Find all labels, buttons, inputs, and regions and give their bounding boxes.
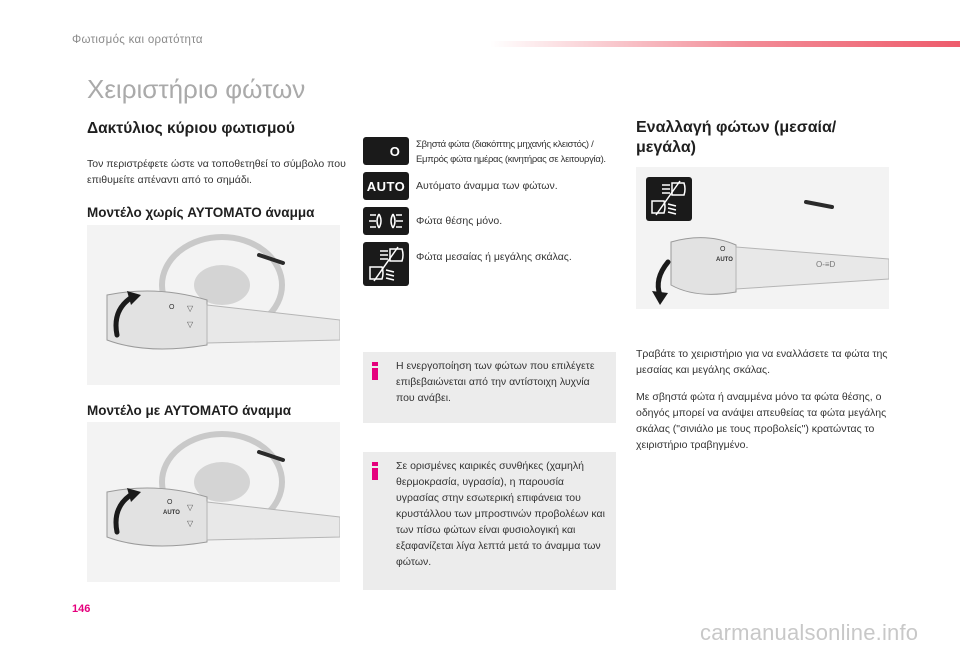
model-without-auto-heading: Μοντέλο χωρίς AYTOMATO άναμμα [87, 205, 315, 220]
info-icon [372, 462, 378, 480]
position-lights-icon [363, 207, 409, 235]
dipped-main-beam-icon [363, 242, 409, 286]
section-header: Φωτισμός και ορατότητα [72, 34, 203, 46]
auto-lights-icon: AUTO [363, 172, 409, 200]
page-title: Χειριστήριο φώτων [87, 74, 306, 104]
info-box-condensation-text: Σε ορισμένες καιρικές συνθήκες (χαμηλή θερμοκρασία, υγρασία), η παρουσία υγρασίας στην εσωτερική επιφάνεια του κρυστάλλου των μπροστινών προβολέων και των πίσω φώτων είναι φυσιολογική και εξαφανίζεται λίγα λεπτά μετά το άναμμα των φώτων. [396, 460, 605, 568]
model-with-auto-heading: Μοντέλο με AYTOMATO άναμμα [87, 403, 292, 418]
header-accent-bar [490, 41, 960, 47]
stalk-auto-label: AUTO [163, 510, 180, 516]
stalk-illustration-with-auto [87, 422, 340, 582]
stalk-off-label: O [169, 304, 175, 311]
lights-off-icon: O [363, 137, 409, 165]
svg-text:▽: ▽ [187, 304, 194, 313]
legend-position-text: Φώτα θέσης μόνο. [416, 215, 503, 227]
main-ring-paragraph: Τον περιστρέφετε ώστε να τοποθετηθεί το σύμβολο που επιθυμείτε απέναντι από το σημάδι. [87, 158, 346, 186]
beam-switch-paragraph-2: Με σβηστά φώτα ή αναμμένα μόνο τα φώτα θέσης, ο οδηγός μπορεί να ανάψει απευθείας τα φώτα μεγάλης σκάλας ("σινιάλο με τους προβολείς") κρατώντας το χειριστήριο τραβηγμένο. [636, 391, 887, 451]
beam-switch-illustration [636, 167, 889, 309]
info-icon [372, 362, 378, 380]
page-number: 146 [72, 603, 91, 615]
watermark: carmanualsonline.info [700, 620, 919, 645]
beam-switch-heading: Εναλλαγή φώτων (μεσαία/μεγάλα) [636, 119, 837, 156]
svg-text:▽: ▽ [187, 320, 194, 329]
stalk-illustration-without-auto [87, 225, 340, 385]
svg-text:▽: ▽ [187, 519, 194, 528]
legend-dipped-main-text: Φώτα μεσαίας ή μεγάλης σκάλας. [416, 251, 572, 263]
legend-lights-off-text: Σβηστά φώτα (διακόπτης μηχανής κλειστός) / Εμπρός φώτα ημέρας (κινητήρας σε λειτουργία). [416, 139, 606, 165]
info-box-indicator [363, 352, 616, 423]
info-box-condensation [363, 452, 616, 590]
beam-stalk-auto-label: AUTO [716, 257, 733, 263]
main-ring-heading: Δακτύλιος κύριου φωτισμού [87, 120, 295, 137]
svg-text:▽: ▽ [187, 503, 194, 512]
info-box-indicator-text: Η ενεργοποίηση των φώτων που επιλέγετε επιβεβαιώνεται από την αντίστοιχη λυχνία που ανάβει. [396, 360, 595, 404]
beam-stalk-off-label: O [720, 246, 726, 253]
stalk-off-label-2: O [167, 499, 173, 506]
svg-text:O-≡D: O-≡D [816, 260, 836, 269]
beam-switch-paragraph-1: Τραβάτε το χειριστήριο για να εναλλάσετε τα φώτα της μεσαίας και μεγάλης σκάλας. [636, 348, 888, 376]
legend-auto-text: Αυτόματο άναμμα των φώτων. [416, 180, 558, 192]
